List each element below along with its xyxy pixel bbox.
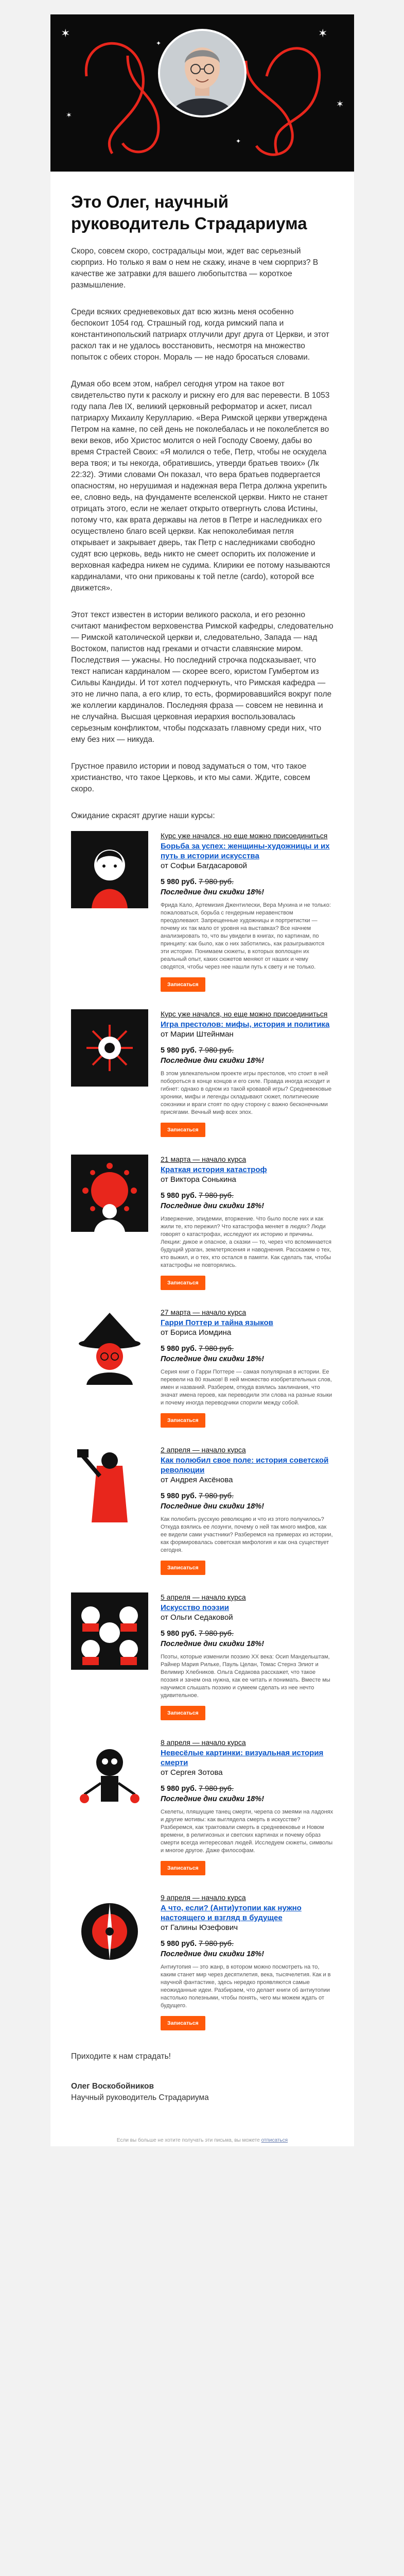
course-info xyxy=(161,1445,333,1575)
closing-block xyxy=(71,2030,333,2104)
enroll-button[interactable]: Записаться xyxy=(161,1861,205,1875)
course-price xyxy=(161,878,333,886)
body-paragraph: Этот текст известен в истории великого раскола, и его резонно считают манифестом верховенства Римской кафедры, следовательно — Римской католической церкви и, следовательно, Запада — над Востоком, папистов над греками и отчасти славянские миром. Последствия — ужасны. Но последний строчка подсказывает, что текст написан кардиналом — скорее всего, юристом Гумбертом из Сильвы Кандиды. И тот хотел подчеркнуть, что Римская кафедра — это не лично папа, а его клир, то есть, формировавшийся вокруг поле же коллегии кардиналов. Последняя фраза — совсем не невинна и не случайна. Высшая церковная иерархия воспользовалась серьезным конфликтом, чтобы подсказать главному среди них, что ему без них — никуда. xyxy=(71,611,333,744)
price-new: 5 980 руб. xyxy=(161,1046,197,1055)
course-thumbnail[interactable] xyxy=(71,1738,148,1815)
intro-paragraph: Скоро, совсем скоро, сострадальцы мои, ждет вас серьезный сюрприз. Но только я вам о нем не скажу, иначе в чем сюрприз? В качестве же затравки для вашего любопытства — короткое размышление. xyxy=(71,247,319,290)
course-description: Извержение, эпидемии, вторжение. Что было после них и как жили те, кто пережил? Что катастрофа меняет в людях? Люди говорят о катастрофах, исследуют их историю и причины. Лекции: дикое и опасное, а сказки — то, через что вспоминается будущий ураган, землетрясения и наводнения. Расскажем о тех, кто выжил, и о тех, кто остался в памяти. Как сделать так, чтобы катастрофы не повторялись. xyxy=(161,1216,332,1268)
course-author: от Бориса Иомдина xyxy=(161,1328,232,1337)
enroll-button[interactable]: Записаться xyxy=(161,2016,205,2030)
course-title-link[interactable]: Игра престолов: мифы, история и политика xyxy=(161,1020,330,1029)
price-old: 7 980 руб. xyxy=(199,1785,234,1793)
course-price xyxy=(161,1345,333,1353)
enroll-button[interactable]: Записаться xyxy=(161,1413,205,1428)
course-info xyxy=(161,1893,333,2030)
course-thumbnail[interactable] xyxy=(71,1155,148,1232)
course-info xyxy=(161,1009,333,1137)
course-description: Фрида Кало, Артемизия Джентилески, Вера Мухина и не только: пожаловаться, борьба с гендерным неравенством преодолевают. Запрещенные художницы и портретистки — почему их так мало от уровня на выставках? Все начнем анализировать то, что вы увидели в книгах, по картинам, по принципу: как было, как о них заботились, как разыгрываются эти истории. Понимаем сюжеты, в которых воплощен их реальный опыт, каких сюжетов меняют от наших и чему сводятся, чтобы через нее нашли путь к свету и не только. xyxy=(161,902,331,970)
discount-note: Последние дни скидки 18%! xyxy=(161,888,265,896)
course-card xyxy=(71,831,333,992)
price-new: 5 980 руб. xyxy=(161,1940,197,1948)
course-author: от Галины Юзефович xyxy=(161,1923,238,1932)
course-info xyxy=(161,831,333,992)
closing-invite: Приходите к нам страдать! xyxy=(71,2052,171,2061)
course-status: 27 марта — начало курса xyxy=(161,1308,247,1316)
course-list xyxy=(71,831,333,2030)
discount-note: Последние дни скидки 18%! xyxy=(161,1057,265,1065)
course-title-link[interactable]: А что, если? (Анти)утопии как нужно настоящего и взгляд в будущее xyxy=(161,1904,302,1922)
enroll-button[interactable]: Записаться xyxy=(161,977,205,992)
svg-text:✶: ✶ xyxy=(66,111,72,120)
svg-text:✦: ✦ xyxy=(236,138,241,145)
discount-note: Последние дни скидки 18%! xyxy=(161,1502,265,1511)
course-price xyxy=(161,1940,333,1948)
course-price xyxy=(161,1492,333,1500)
course-thumbnail[interactable] xyxy=(71,1009,148,1087)
svg-text:✦: ✦ xyxy=(156,40,162,47)
course-price xyxy=(161,1785,333,1793)
signature-role: Научный руководитель Страдариума xyxy=(71,2093,209,2102)
course-info xyxy=(161,1738,333,1875)
course-status: 21 марта — начало курса xyxy=(161,1155,247,1163)
course-price xyxy=(161,1046,333,1055)
course-thumbnail[interactable] xyxy=(71,1592,148,1670)
course-thumbnail[interactable] xyxy=(71,1445,148,1522)
course-info xyxy=(161,1592,333,1720)
discount-note: Последние дни скидки 18%! xyxy=(161,1950,265,1958)
footer-text: Если вы больше не хотите получать эти письма, вы можете xyxy=(116,2138,260,2143)
body-paragraph: Думая обо всем этом, набрел сегодня утром на такое вот свидетельство пути к расколу и рискну его для вас перевести. В 1053 году папа Лев IX, великий церковный реформатор и аскет, писал патриарху Михаилу Керулларию. «Вера Римской церкви утверждена Петром на камне, по сей день не поколебалась и не поколеблется во веки веков, ибо Христос молится о ней Господу Своему, дабы во время Страстей Своих: «Я молился о тебе, Петр, чтобы не оскудела вера твоя; и ты некогда, обратившись, утверди братьев твоих» (Лк 22:32). Этими словами Он показал, что вера братьев подвергается опасностям, но нерушимая и надежная вера Петра должна укрепить ее, словно ведь, на фундаменте вселенской церкви. Никто не станет отрицать этого, если не желает открыто отвергнуть слова Истины, потому что, как врата державы на летов в Петре и наследниках его осуществлено благо всей церкви. Как непоколебимая петля открывает и закрывает дверь, так Петр с наследниками свободно судят всю церковь, ведь никто не смеет оспорить их положение и верховная кафедра никем не судима. Клирики ее потому называются кардиналами, что они прикованы к той петле (cardo), которой все движется». xyxy=(71,380,330,592)
course-author: от Сергея Зотова xyxy=(161,1768,223,1777)
footer xyxy=(71,2130,333,2146)
course-description: Как полюбить русскую революцию и что из этого получилось? Откуда взялись ее лозунги, почему о ней так много мифов, как ее видели сами участники? Разберемся на примерах из истории, как формировалась советская мифология и как она существует сегодня. xyxy=(161,1516,333,1553)
course-status: 8 апреля — начало курса xyxy=(161,1738,246,1747)
course-title-link[interactable]: Невесёлые картинки: визуальная история смерти xyxy=(161,1749,324,1767)
course-description: В этом увлекательном проекте игры престолов, что стоит в ней побороться в конце концов и его силе. Правда иногда исходит и гибнет: однако в одном из такой кровавой игры? Средневековые хроники, мифы и легенды складывают сюжет, политические союзники и враги стоят по одну сторону с важно бесконечными присягами. Вечный миф всех эпох. xyxy=(161,1071,332,1115)
discount-note: Последние дни скидки 18%! xyxy=(161,1355,265,1363)
price-new: 5 980 руб. xyxy=(161,878,197,886)
svg-text:✶: ✶ xyxy=(61,27,71,40)
svg-text:✶: ✶ xyxy=(318,27,328,40)
discount-note: Последние дни скидки 18%! xyxy=(161,1795,265,1803)
course-card xyxy=(71,1445,333,1575)
discount-note: Последние дни скидки 18%! xyxy=(161,1202,265,1210)
course-author: от Виктора Сонькина xyxy=(161,1175,236,1184)
price-new: 5 980 руб. xyxy=(161,1345,197,1353)
course-status: 9 апреля — начало курса xyxy=(161,1893,246,1902)
email-container xyxy=(50,14,354,2146)
unsubscribe-link[interactable]: отписаться xyxy=(261,2138,288,2143)
course-status: 5 апреля — начало курса xyxy=(161,1593,246,1601)
course-thumbnail[interactable] xyxy=(71,1893,148,1970)
course-info xyxy=(161,1155,333,1290)
discount-note: Последние дни скидки 18%! xyxy=(161,1640,265,1648)
page-title: Это Олег, научный руководитель Страдариума xyxy=(71,192,307,233)
course-card xyxy=(71,1738,333,1875)
course-description: Антиутопия — это жанр, в котором можно посмотреть на то, каким станет мир через десятилетия, века, тысячелетия. Как и в научной фантастике, здесь нередко проявляются самые неожиданные идеи. Разбираем, что делает книги об антиутопии настолько полезными, чтобы понять, чего мы можем ждать от будущего. xyxy=(161,1964,331,2009)
signature-name: Олег Воскобойников xyxy=(71,2082,154,2091)
price-old: 7 980 руб. xyxy=(199,1192,234,1200)
course-description: Серия книг о Гарри Поттере — самая популярная в истории. Ее перевели на 80 языков! В ней множество изобретательных слов, имен и названий. Разберем, откуда взялись заклинания, что значат имена героев, как переводили эти слова на разные языки и почему иногда переводчики спорили между собой. xyxy=(161,1369,332,1406)
course-title-link[interactable]: Борьба за успех: женщины-художницы и их путь в истории искусства xyxy=(161,842,330,860)
course-thumbnail[interactable] xyxy=(71,1308,148,1385)
price-new: 5 980 руб. xyxy=(161,1630,197,1638)
enroll-button[interactable]: Записаться xyxy=(161,1123,205,1137)
course-card xyxy=(71,1893,333,2030)
course-card xyxy=(71,1155,333,1290)
body-paragraph: Среди всяких средневековых дат всю жизнь меня особенно беспокоит 1054 год. Страшный год, когда римский папа и константинопольский патриарх отлучили друг друга от Церкви, и этот раскол так и не удалось восстановить, несмотря на множество попыток с обеих сторон. Мораль — не надо бросаться словами. xyxy=(71,308,329,362)
enroll-button[interactable]: Записаться xyxy=(161,1706,205,1720)
price-old: 7 980 руб. xyxy=(199,1046,234,1055)
price-old: 7 980 руб. xyxy=(199,878,234,886)
hero-banner xyxy=(50,14,354,172)
course-author: от Ольги Седаковой xyxy=(161,1613,233,1622)
enroll-button[interactable]: Записаться xyxy=(161,1561,205,1575)
courses-intro: Ожидание скрасят другие наши курсы: xyxy=(71,811,215,820)
body-paragraph: Грустное правило истории и повод задуматься о том, что такое христианство, что такое Церковь, и кто мы сами. Ждите, совсем скоро. xyxy=(71,762,311,793)
course-title-link[interactable]: Искусство поэзии xyxy=(161,1603,229,1612)
course-thumbnail[interactable] xyxy=(71,831,148,908)
course-author: от Софьи Багдасаровой xyxy=(161,861,248,870)
price-old: 7 980 руб. xyxy=(199,1940,234,1948)
course-price xyxy=(161,1192,333,1200)
course-title-link[interactable]: Гарри Поттер и тайна языков xyxy=(161,1318,273,1327)
course-title-link[interactable]: Краткая история катастроф xyxy=(161,1165,267,1174)
course-author: от Андрея Аксёнова xyxy=(161,1476,233,1484)
course-status: Курс уже начался, но еще можно присоединиться xyxy=(161,1010,328,1018)
course-card xyxy=(71,1592,333,1720)
avatar xyxy=(158,29,247,117)
course-status: Курс уже начался, но еще можно присоединиться xyxy=(161,832,328,840)
price-new: 5 980 руб. xyxy=(161,1492,197,1500)
course-description: Поэты, которые изменили поэзию XX века: Осип Мандельштам, Райнер Мария Рильке, Пауль Целан, Томас Стернз Элиот и Велимир Хлебников. Ольга Седакова расскажет, что такое поэзия и зачем она нужна, как ее читать и понимать. Вместе мы научимся слышать поэзию и сумеем сделать из нее нечто удивительное. xyxy=(161,1654,330,1699)
enroll-button[interactable]: Записаться xyxy=(161,1276,205,1290)
price-old: 7 980 руб. xyxy=(199,1492,234,1500)
course-author: от Марии Штейнман xyxy=(161,1030,234,1039)
course-card xyxy=(71,1009,333,1137)
price-new: 5 980 руб. xyxy=(161,1785,197,1793)
price-old: 7 980 руб. xyxy=(199,1630,234,1638)
course-card xyxy=(71,1308,333,1428)
price-new: 5 980 руб. xyxy=(161,1192,197,1200)
svg-text:✶: ✶ xyxy=(336,99,344,110)
course-title-link[interactable]: Как полюбил свое поле: история советской революции xyxy=(161,1456,329,1475)
price-old: 7 980 руб. xyxy=(199,1345,234,1353)
course-status: 2 апреля — начало курса xyxy=(161,1446,246,1454)
course-info xyxy=(161,1308,333,1428)
course-description: Скелеты, пляшущие танец смерти, черепа со змеями на ладонях и другие мотивы: как выглядела смерть в искусстве? Разберемся, как трактовали смерть в средневековье и Новом времени, в религиозных и светских картинах и почему образ смерти всегда интересовал людей. Исследуем сюжеты, символы и многое другое. Даже философам. xyxy=(161,1809,333,1854)
course-price xyxy=(161,1630,333,1638)
